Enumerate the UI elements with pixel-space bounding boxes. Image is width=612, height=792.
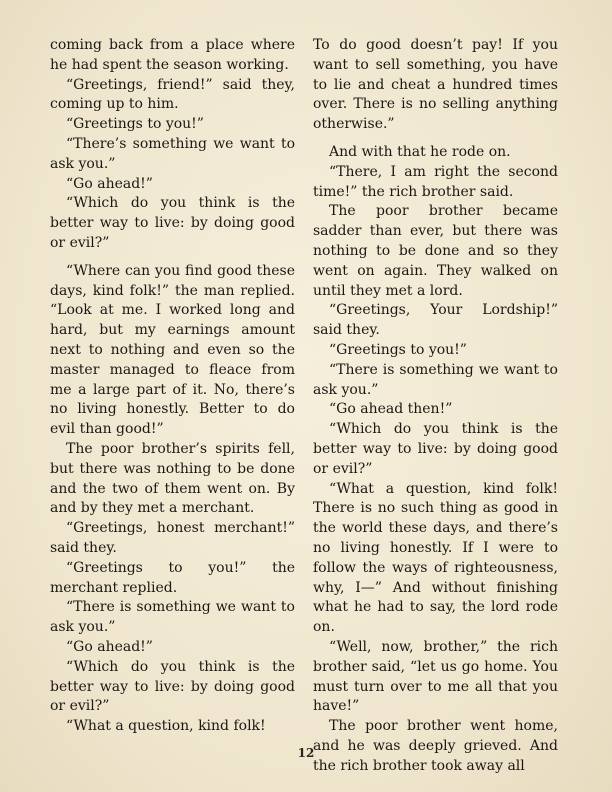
- paragraph: “Greetings to you!” the merchant replied.: [50, 559, 295, 596]
- paragraph: “What a question, kind folk! There is no such thing as good in the world these days, and there’s no living honestly. If I were to follow the ways of righteousness, why, I—” And without finishing what he had to say, the lord rode on.: [313, 480, 558, 636]
- paragraph: “Greetings, friend!” said they, coming up to him.: [50, 76, 295, 113]
- paragraph: And with that he rode on.: [329, 143, 511, 160]
- paragraph: The poor brother became sadder than ever, but there was nothing to be done and so they went on again. They walked on until they met a lord.: [313, 203, 558, 299]
- paragraph: “What a question, kind folk!: [66, 718, 266, 735]
- paragraph: “There’s something we want to ask you.”: [50, 135, 295, 172]
- paragraph: “There is something we want to ask you.”: [313, 361, 558, 398]
- paragraph: “Well, now, brother,” the rich brother said, “let us go home. You must turn over to me all that you have!”: [313, 638, 558, 715]
- paragraph: To do good doesn’t pay! If you want to sell something, you have to lie and cheat a hundred times over. There is no selling anything otherwise.”: [313, 37, 558, 133]
- left-text-column: [50, 36, 295, 737]
- paragraph: “Go ahead!”: [66, 638, 153, 655]
- paragraph: “Greetings to you!”: [329, 341, 467, 358]
- right-text-column: [313, 36, 558, 776]
- paragraph: “Which do you think is the better way to live: by doing good or evil?”: [50, 195, 295, 251]
- paragraph: “Greetings, honest merchant!” said they.: [50, 520, 295, 556]
- paragraph: “Which do you think is the better way to live: by doing good or evil?”: [50, 658, 295, 715]
- paragraph: “There, I am right the second time!” the rich brother said.: [313, 163, 558, 200]
- paragraph: “There is something we want to ask you.”: [50, 599, 295, 636]
- paragraph: The poor brother’s spirits fell, but there was nothing to be done and the two of them went on. By and by they met a merchant.: [50, 440, 295, 517]
- paragraph: “Go ahead then!”: [329, 401, 453, 418]
- paragraph: coming back from a place where he had spent the season working.: [50, 37, 295, 73]
- page-number: 12: [297, 746, 315, 760]
- paragraph: The poor brother went home, and he was deeply grieved. And the rich brother took away all: [313, 718, 558, 774]
- paragraph: “Greetings, Your Lordship!” said they.: [313, 302, 558, 339]
- paragraph: “Which do you think is the better way to live: by doing good or evil?”: [313, 421, 558, 477]
- paragraph: “Greetings to you!”: [66, 116, 204, 133]
- paragraph: “Where can you find good these days, kind folk!” the man replied. “Look at me. I worked long and hard, but my earnings amount next to nothing and even so the master managed to fleace from me a large part of it. No, there’s no living honestly. Better to do evil than good!”: [50, 262, 295, 438]
- paragraph: “Go ahead!”: [66, 175, 153, 192]
